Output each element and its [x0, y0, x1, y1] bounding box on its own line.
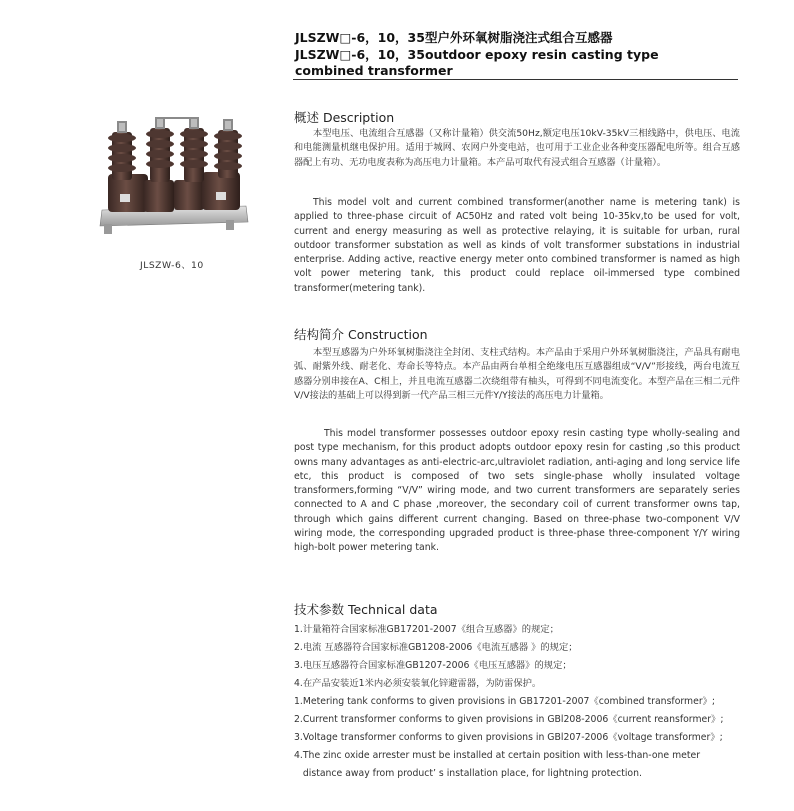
list-item: 2.电流 互感器符合国家标准GB1208-2006《电流互感器 》的规定； [294, 642, 578, 653]
list-item: 3.电压互感器符合国家标准GB1207-2006《电压互感器》的规定； [294, 660, 572, 671]
construction-text-cn: 本型互感器为户外环氧树脂浇注全封闭、支柱式结构。本产品由于采用户外环氧树脂浇注，产品具有耐电弧、耐紫外线、耐老化、寿命长等特点。本产品由两台单相全绝缘电压互感器组成“V/V”形接线，两台电流互感器分别串接在A、C相上，并且电流互感器二次绕组带有柚头，可得到不同电流变化。本型产品在三相二元件V/V接法的基础上可以得到新一代产品三相三元件Y/Y接法的高压电力计量箱。 [294, 347, 740, 402]
title-divider [293, 79, 738, 80]
list-item: distance away from product’ s installation place, for lightning protection. [294, 768, 642, 779]
list-item: 4.The zinc oxide arrester must be installed at certain position with less-than-one meter [294, 750, 701, 761]
section-heading-technical: 技术参数 Technical data [294, 602, 438, 617]
list-item: 4.在产品安装近1米内必须安装氧化锌避雷器，为防雷保护。 [294, 678, 542, 689]
list-item: 1.计量箱符合国家标准GB17201-2007《组合互感器》的规定； [294, 624, 559, 635]
list-item: 2.Current transformer conforms to given provisions in GBl208-2006《current reansformer》; [294, 714, 724, 725]
technical-list [294, 621, 754, 783]
description-text-cn: 本型电压、电流组合互感器（又称计量箱）供交流50Hz,额定电压10kV-35kV三相线路中，供电压、电流和电能测量机继电保护用。适用于城网、农网户外变电站，也可用于工业企业各种变压器配电所等。组合互感器配上有功、无功电度表称为高压电力计量箱。本产品可取代有浸式组合互感器（计量箱）。 [294, 128, 740, 168]
transformer-drawing [96, 110, 252, 248]
list-item: 3.Voltage transformer conforms to given provisions in GBl207-2006《voltage transformer》; [294, 732, 723, 743]
description-text-en: This model volt and current combined transformer(another name is metering tank) is applied to three-phase circuit of AC50Hz and rated volt being 10-35kv,to be used for volt, current and energy measuring as well as protective relaying, it is suitable for urban, rural outdoor transformer substation as well as kinds of volt transformer substations in industrial enterprise. Adding active, reactive energy meter onto combined transformer is named as high volt power metering tank, this product could replace oil-immersed type combined transformer(metering tank). [294, 197, 740, 294]
document-title [295, 30, 765, 80]
section-heading-description: 概述 Description [294, 110, 395, 125]
title-line-en-1: JLSZW□-6，10，35outdoor epoxy resin casting type [295, 46, 659, 62]
construction-text-en: This model transformer possesses outdoor epoxy resin casting type wholly-sealing and post type mechanism, for this product adopts outdoor epoxy resin for casting ,so this product owns many advantages as anti-electric-arc,ultraviolet radiation, anti-aging and long service life etc, this product is composed of two sets single-phase wholly insulated voltage transformers,forming “V/V” wiring mode, and two current transformers are separately series connected to A and C phase ,moreover, the secondary coil of current transformer owns tap, through which gains different current changing. Based on three-phase two-component V/V wiring mode, the corresponding upgraded product is three-phase three-component Y/Y wiring high-bolt power metering tank. [294, 428, 740, 554]
list-item: 1.Metering tank conforms to given provisions in GB17201-2007《combined transformer》; [294, 696, 716, 707]
product-caption: JLSZW-6、10 [140, 260, 204, 271]
title-line-cn: JLSZW□-6，10，35型户外环氧树脂浇注式组合互感器 [295, 30, 613, 45]
title-line-en-2: combined transformer [295, 63, 453, 78]
section-heading-construction: 结构简介 Construction [294, 327, 428, 342]
transformer-photo-icon [96, 110, 252, 248]
